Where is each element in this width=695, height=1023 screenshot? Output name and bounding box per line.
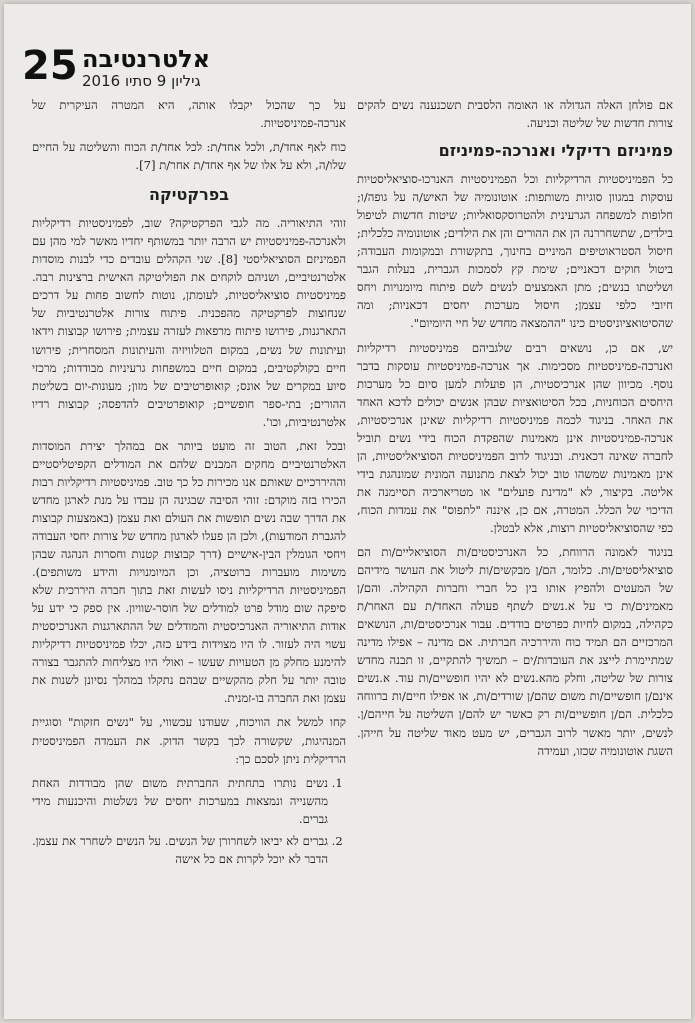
- paragraph: בניגוד לאמונה הרווחת, כל האנרכיסטים/ות הסוציאליים/ות הם סוציאליסטים/ות. כלומר, הם/ן מבקשים/ות ליטול את העושר מידיהם של המעטים ולהפיץ אותו בין כל חברי וחברות הקהילה. והם/ן מאמינים/ות כי על א.נשים לשתף פעולה האחד/ת עם האחר/ת כקהילה, במקום לחיות כפרטים בודדים. עבור אנרכיסטים/ות, הנושאים המרכזיים הם תמיד כוח והיררכיה חברתית. אם מדינה – אפילו מדינה שמתיימרת לייצג את העובדות/ים – תמשיך להתקיים, זו תבנה מחדש צורות של שליטה, וחלק מהא.נשים לא יהיו חופשיים/ות עוד. א.נשים אינם/ן חופשיים/ות משום שהם/ן שורדים/ות, או אפילו חיים/ות ברווחה כלכלית. הם/ן חופשיים/ות רק כאשר יש להם/ן השליטה על חייהם/ן. לנשים, יותר מאשר לרוב הגברים, יש מעט מאוד שליטה על חייהן. השגת אוטונומיה שכזו, ועמידה: [357, 545, 673, 758]
- paragraph: כוח לאף אחד/ת, ולכל אחד/ת: לכל אחד/ת הכוח והשליטה על החיים שלו/ה, ולא על אלו של אף אחד/ת אחר/ת [7].: [32, 140, 346, 173]
- page-number: 25: [22, 43, 78, 89]
- right-column: [357, 96, 673, 766]
- page-header: [22, 44, 342, 94]
- numbered-list: [32, 774, 346, 868]
- magazine-title: אלטרנטיבה: [82, 45, 211, 73]
- list-item: 1. נשים נותרו בתחתית החברתית משום שהן מבודדות האחת מהשנייה ונמצאות במערכות יחסים של נשלטות והיכנעות מידי גברים.: [32, 774, 328, 828]
- left-column: [32, 96, 346, 872]
- paragraph: קחו למשל את הוויכוח, שעודנו עכשווי, על "נשים חזקות" וסוגיית המנהיגות, שקשורה לכך בקשר הדוק. את העמדה הפמיניסטית הרדיקלית ניתן לסכם כך:: [32, 715, 346, 766]
- section-heading: פמיניזם רדיקלי ואנרכה-פמיניזם: [438, 141, 673, 161]
- list-item: 2. גברים לא יביאו לשחרורן של הנשים. על הנשים לשחרר את עצמן. הדבר לא יוכל לקרות אם כל אישה: [32, 832, 328, 868]
- section-heading: בפרקטיקה: [148, 185, 230, 205]
- paragraph: יש, אם כן, נושאים רבים שלגביהם פמיניסטיות רדיקליות ואנרכה-פמיניסטיות מסכימות. אך אנרכה-פמיניסטיות עוסקות בדבר נוסף. מכיוון שהן אנרכיסטיות, הן פועלות למען סיום כל מערכות היחסים הכוחניות, בכל הסיטואציות שבהן אנשים יכולים לדכא האחד את האחר. בניגוד לכמה פמיניסטיות רדיקליות שאינן אנרכיסטיות, אנרכה-פמיניסטיות אינן מאמינות שהפקדת הכוח בידי נשים תוביל לחברה שאינה דכאנית. ובניגוד לרוב הפמיניסטיות הסוציאליסטיות, הן אינן מאמינות שמשהו טוב יכול לצאת מתנועה המונית שמונהגת בידי אליטה. בקיצור, לא "מדינת פועלים" או מטריארכיה תסיימנה את הדיכוי של הכלל. המטרה, אם כן, איננה "לתפוס" את עמדות הכוח, כפי שהסוציאליסטיות רוצות, אלא לבטלן.: [357, 340, 673, 535]
- paragraph: על כך שהכול יקבלו אותה, היא המטרה העיקרית של אנרכה-פמיניסטיות.: [32, 98, 346, 131]
- paragraph: ובכל זאת, הטוב זה מועט ביותר אם במהלך יצירת המוסדות האלטרנטיביים מחקים המבנים שלהם את המודלים הקפיטליסטיים וההיררכיים שאותם אנו מכירות כל כך טוב. פמיניסטיות רדיקליות רבות הכירו בזה מוקדם: זוהי הסיבה שבגינה הן עבדו על מנת לארגן מחדש את הדרך שבה נשים תופשות את העולם ואת עצמן (באמצעות קבוצות להגברת המודעות), ולכן הן פעלו לארגון מחדש של צורות יחסי העבודה ויחסי הגומלין הבין-אישיים (דרך קבוצות קטנות וחסרות הנהגה שבהן משימות מועברות ברוטציה, וכן המיומנויות והידע משותפים). הפמיניסטיות הרדיקליות ניסו לעשות זאת בתוך חברה היררכית שלא סיפקה שום מודל פרט למודלים של חוסר-שוויון. אין ספק כי ידע על אודות התיאוריה האנרכיסטית והמודלים של ההתארגנות האנרכיסטית עשוי היה לעזור. לו היו מצוידות בידע כזה, יכלו פמיניסטיות רדיקליות להימנע מחלק מן הטעויות שעשו – ואולי היו מצליחות להתגבר בצורה טובה יותר על חלק מהקשיים שבהם נתקלו במהלך נסיונן לשנות את עצמן ואת החברה בו-זמנית.: [32, 438, 346, 706]
- paragraph: אם פולחן האלה הגדולה או האומה הלסבית תשכנענה נשים להקים צורות חדשות של שליטה וכניעה.: [357, 98, 673, 131]
- issue-line: גיליון 9 סתיו 2016: [82, 72, 201, 90]
- magazine-page: [4, 4, 691, 1019]
- paragraph: זוהי התיאוריה. מה לגבי הפרקטיקה? שוב, לפמיניסטיות רדיקליות ולאנרכה-פמיניסטיות יש הרבה יותר במשותף יחדיו מאשר למי מהן עם הפמיניזם הסוציאליסטי [8]. שני הקהלים עובדים כדי לבנות מוסדות אלטרנטיביים, ושניהם לוקחים את הפוליטיקה האישית ברצינות רבה. פמיניסטיות סוציאליסטיות, לעומתן, נוטות לחשוב פחות על דרכים שנחוצות לפרקטיקה מהפכנית. פיתוח צורות אלטרנטיביות של התארגנות, פירושו פיתוח מרפאות לעזרה עצמית; פירושו קבוצות וידאו ועיתונות של נשים, במקום הטלוויזיה והעיתונות המסחרית; פירושו חיים בקולקטיבים, במקום חיים במשפחות גרעיניות מבודדות; מרכזי סיוע במקרים של אונס; קואופרטיבים של מזון; מעונות-יום בשליטת ההורים; בתי-ספר חופשיים; קואופרטיבים להדפסה; קבוצות רדיו אלטרנטיביות, וכו'.: [32, 216, 346, 429]
- paragraph: כל הפמיניסטיות הרדיקליות וכל הפמיניסטיות האנרכו-סוציאליסטיות עוסקות במגוון סוגיות משותפות: אוטונומיה של האיש/ה על גופה/ו; חלופות למשפחה הגרעינית ולהטרוסקסואליות; שיטות חדשות לטיפול בילדים, שתשחררנה הן את ההורים והן את הילדים; אוטונומיה כלכלית; חיסול הסטראוטיפים המיניים בחינוך, בתקשורת ובמקומות העבודה; ביטול חוקים דכאניים; שימת קץ לסמכות הגברית, בעלות הגבר ושליטתו בנשים; מתן האמצעים לנשים לשם פיתוח מיומנויות ויחס חיובי כלפי עצמן; חיסול מערכות יחסים דכאניות; ומה שהסיטואציוניסטים כינו "ההמצאה מחדש של חיי היומיום".: [357, 172, 673, 331]
